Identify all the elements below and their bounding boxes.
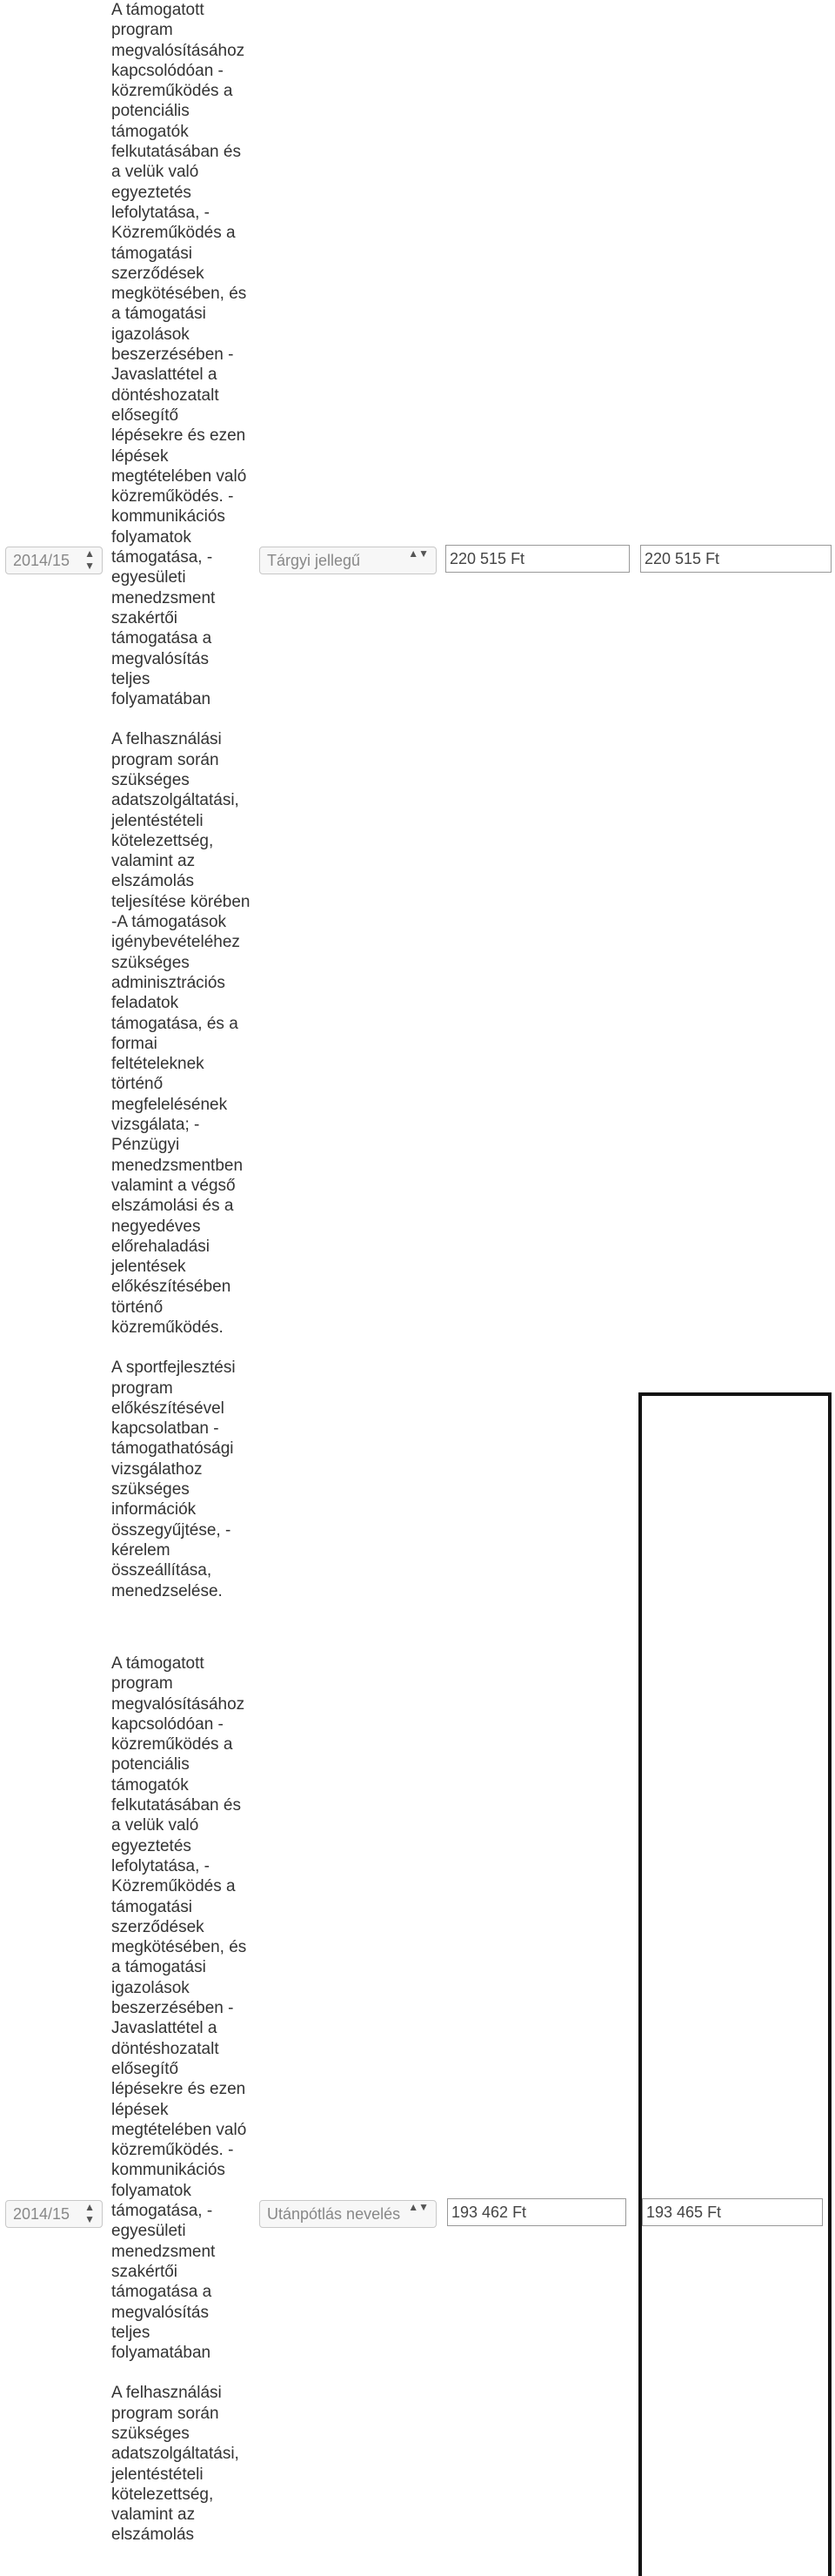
type-select[interactable] [259, 2200, 437, 2228]
updown-caret-icon: ▲▼ [408, 2201, 429, 2213]
type-select-value: Utánpótlás nevelés [267, 2205, 401, 2223]
amount-value-1: 220 515 Ft [450, 550, 525, 567]
updown-caret-icon: ▲ ▼ [84, 547, 95, 572]
description-paragraph: A támogatott program megvalósításához kapcsolódóan -közreműködés a potenciális támogatók felkutatásában és a velük való egyeztetés lefolytatása, -Közreműködés a támogatási szerződések megkötésében, és a támogatási igazolások beszerzésében -Javaslattétel a döntéshozatalt elősegítő lépésekre és ezen lépések megtételében való közreműködés. -kommunikációs folyamatok támogatása, -egyesületi menedzsment szakértői támogatása a megvalósítás teljes folyamatában [111, 1, 247, 709]
updown-caret-icon: ▲ ▼ [84, 2201, 95, 2225]
row-description [111, 0, 250, 1621]
amount-input-1[interactable] [445, 545, 630, 573]
year-select-value: 2014/15 [13, 552, 70, 569]
amount-input-2[interactable] [642, 2198, 823, 2226]
amount-value-2: 220 515 Ft [645, 550, 720, 567]
description-paragraph: A felhasználási program során szükséges adatszolgáltatási, jelentéstételi kötelezettség, valamint az elszámolás teljesítése körében -A támogatások igénybevételéhez szükséges adminisztrációs feladatok támogatása, és a formai feltételeknek történő megfelelésének vizsgálata; -Pénzügyi menedzsmentben valamint a végső elszámolási és a negyedéves előrehaladási jelentések előkészítésében történő közreműködés. [111, 730, 250, 1337]
amount-value-1: 193 462 Ft [451, 2204, 527, 2221]
year-select-value: 2014/15 [13, 2205, 70, 2223]
table-row [0, 1654, 835, 2576]
type-select-value: Tárgyi jellegű [267, 552, 361, 569]
type-select[interactable] [259, 547, 437, 574]
description-paragraph: A felhasználási program során szükséges adatszolgáltatási, jelentéstételi kötelezettség, valamint az elszámolás [111, 2384, 239, 2545]
description-paragraph: A sportfejlesztési program előkészítésével kapcsolatban -támogathatósági vizsgálathoz szükséges információk összegyűjtése, -kérelem összeállítása, menedzselése. [111, 1358, 236, 1600]
amount-input-1[interactable] [447, 2198, 626, 2226]
year-select[interactable] [5, 2200, 103, 2228]
updown-caret-icon: ▲▼ [408, 547, 429, 560]
row-description [111, 1654, 250, 2566]
year-select[interactable] [5, 547, 103, 574]
amount-input-2[interactable] [640, 545, 832, 573]
amount-value-2: 193 465 Ft [646, 2204, 722, 2221]
description-paragraph: A támogatott program megvalósításához kapcsolódóan -közreműködés a potenciális támogatók felkutatásában és a velük való egyeztetés lefolytatása, -Közreműködés a támogatási szerződések megkötésében, és a támogatási igazolások beszerzésében -Javaslattétel a döntéshozatalt elősegítő lépésekre és ezen lépések megtételében való közreműködés. -kommunikációs folyamatok támogatása, -egyesületi menedzsment szakértői támogatása a megvalósítás teljes folyamatában [111, 1654, 247, 2363]
